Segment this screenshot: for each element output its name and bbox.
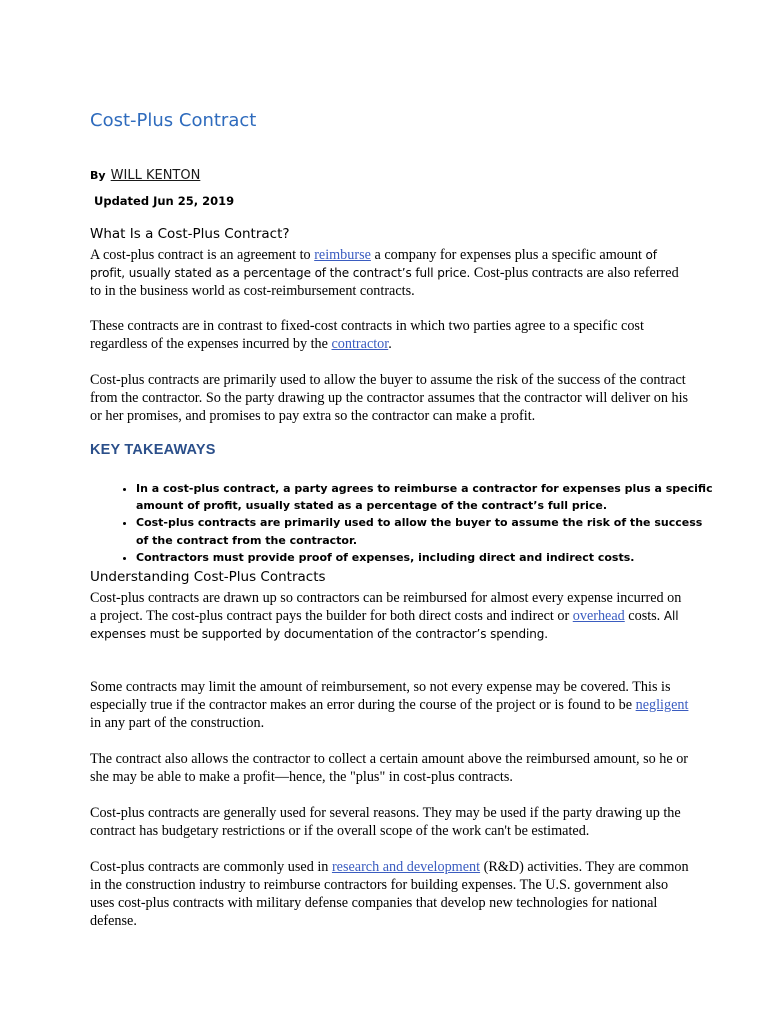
paragraph-plus: The contract also allows the contractor to collect a certain amount above the reimbursed amount, so he or she may be able to make a profit—hence, the "plus" in cost-plus contracts.: [90, 751, 689, 785]
text-run: Some contracts may limit the amount of reimbursement, so not every expense may be covered. This is especially true if the contractor makes an error during the course of the project or is found to be: [90, 679, 671, 713]
list-item: • Cost-plus contracts are primarily used to allow the buyer to assume the risk of the success of the contract from the contractor.: [136, 514, 716, 548]
list-item: • Contractors must provide proof of expenses, including direct and indirect costs.: [136, 549, 716, 566]
paragraph-risk: Cost-plus contracts are primarily used to allow the buyer to assume the risk of the success of the contract from the contractor. So the party drawing up the contractor assumes that the contractor will deliver on his or her promises, and promises to pay extra so the contractor can make a profit.: [90, 372, 689, 424]
paragraph-limits: [90, 678, 690, 732]
paragraph-contrast: [90, 317, 690, 353]
reimburse-link[interactable]: reimburse: [314, 247, 371, 263]
updated-date: Updated Jun 25, 2019: [94, 194, 235, 208]
text-run: (R&D) activities. They are common in the construction industry to reimburse contractors for building expenses. The U.S. government also uses cost-plus contracts with military defense companies that develop new technologies for national defense.: [90, 859, 689, 929]
text-run: All expenses must be supported by documentation of the contractor’s spending.: [90, 609, 679, 641]
text-run: These contracts are in contrast to fixed-cost contracts in which two parties agree to a specific cost regardless of the expenses incurred by the: [90, 318, 644, 352]
paragraph-definition: [90, 246, 690, 300]
list-item: • In a cost-plus contract, a party agrees to reimburse a contractor for expenses plus a specific amount of profit, usually stated as a percentage of the contract’s full price.: [136, 480, 716, 514]
text-run: Cost-plus contracts are also referred to in the business world as cost-reimbursement contracts.: [90, 265, 679, 299]
author-link[interactable]: WILL KENTON: [110, 168, 201, 183]
text-run: A cost-plus contract is an agreement to: [90, 247, 315, 263]
text-run: costs.: [624, 608, 661, 624]
section-heading-what-is: What Is a Cost-Plus Contract?: [90, 226, 290, 242]
contractor-link[interactable]: contractor: [331, 336, 389, 352]
paragraph-rnd: [90, 858, 690, 930]
paragraph-reasons: Cost-plus contracts are generally used for several reasons. They may be used if the party drawing up the contract has budgetary restrictions or if the overall scope of the work can't be estimated.: [90, 805, 681, 839]
research-and-development-link[interactable]: research and development: [331, 859, 481, 875]
page-title: Cost-Plus Contract: [90, 110, 257, 131]
overhead-link[interactable]: overhead: [572, 608, 625, 624]
negligent-link[interactable]: negligent: [635, 697, 689, 713]
key-takeaways-list: [108, 480, 716, 566]
text-run: Cost-plus contracts are commonly used in: [90, 859, 332, 875]
paragraph-drawn-up: [90, 589, 690, 643]
key-takeaways-heading: KEY TAKEAWAYS: [90, 442, 216, 458]
text-run: a company for expenses plus a specific amount: [370, 247, 642, 263]
section-heading-understanding: Understanding Cost-Plus Contracts: [90, 569, 326, 585]
text-run: of profit, usually stated as a percentage of the contract’s full price.: [90, 248, 657, 280]
text-run: in any part of the construction.: [90, 715, 265, 731]
byline-prefix: By: [90, 169, 106, 182]
text-run: Cost-plus contracts are drawn up so contractors can be reimbursed for almost every expense incurred on a project. The cost-plus contract pays the builder for both direct costs and indirect or: [90, 590, 682, 624]
text-run: .: [388, 336, 392, 352]
byline: [90, 164, 200, 183]
